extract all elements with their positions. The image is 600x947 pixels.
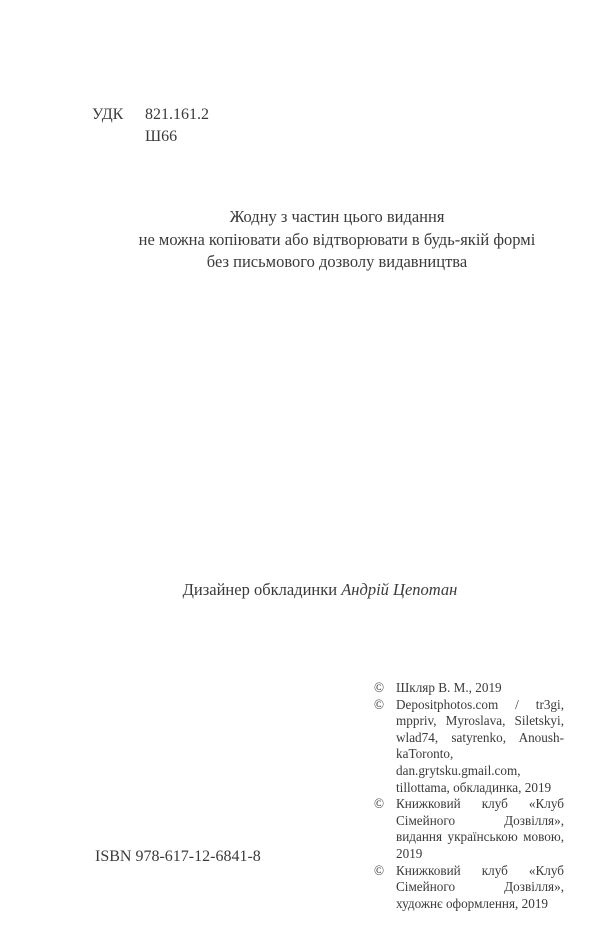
udk-block (92, 104, 209, 148)
copyright-text: Шкляр В. М., 2019 (396, 680, 502, 695)
copyright-text: Depositphotos.com / tr3gi, mppriv, Myroslava, Siletskyi, wlad74, satyrenko, Anoush-kaToronto, dan.grytsku.gmail.com, tillottama, обкладинка, 2019 (396, 696, 564, 795)
notice-line: Жодну з частин цього видання (229, 207, 445, 226)
udk-row (92, 104, 209, 126)
author-mark-row (92, 126, 209, 148)
copyright-item (374, 863, 564, 913)
isbn: ISBN 978-617-12-6841-8 (95, 848, 261, 865)
notice-line: без письмового дозволу видавництва (206, 252, 468, 271)
copyright-item (374, 796, 564, 862)
udk-code: 821.161.2 (145, 106, 209, 123)
notice-line: не можна копіювати або відтворювати в будь-якій формі (138, 229, 536, 249)
copyright-icon: © (374, 796, 385, 812)
copyright-icon: © (374, 696, 385, 712)
copyright-icon: © (374, 680, 385, 695)
designer-label: Дизайнер обкладинки (182, 580, 338, 599)
copyright-text: Книжковий клуб «Клуб Сімейного Дозвілля», художнє оформлення, 2019 (396, 862, 564, 911)
copyright-item (374, 697, 564, 797)
copyright-text: Книжковий клуб «Клуб Сімейного Дозвілля», видання українською мовою, 2019 (396, 796, 564, 861)
copyright-icon: © (374, 862, 385, 878)
author-mark: Ш66 (145, 128, 178, 145)
copyright-block (374, 680, 564, 912)
designer-name: Андрій Цепотан (341, 580, 458, 599)
udk-label: УДК (92, 106, 124, 123)
cover-designer-credit (40, 579, 600, 601)
copyright-item (374, 680, 564, 697)
copy-restriction-notice (80, 206, 594, 274)
